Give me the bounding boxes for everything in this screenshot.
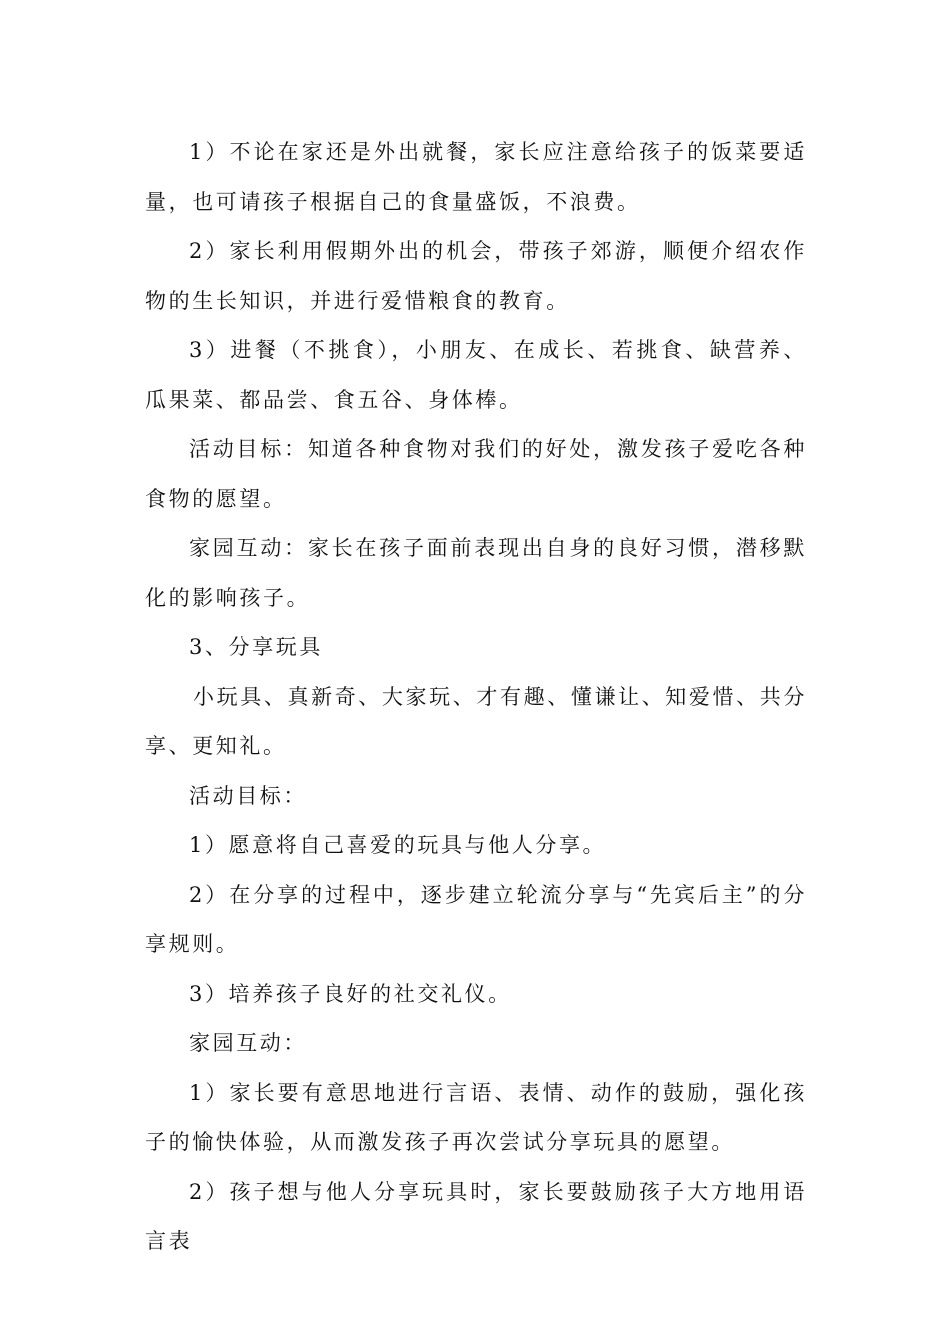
paragraph-14: 2）孩子想与他人分享玩具时，家长要鼓励孩子大方地用语言表 — [145, 1179, 807, 1253]
section-heading: 3、分享玩具 — [189, 635, 323, 659]
paragraph-9: 1）愿意将自己喜爱的玩具与他人分享。 — [189, 833, 607, 857]
paragraph-1: 1）不论在家还是外出就餐，家长应注意给孩子的饭菜要适量，也可请孩子根据自己的食量盛饭，不浪费。 — [145, 140, 807, 214]
paragraph-4: 活动目标：知道各种食物对我们的好处，激发孩子爱吃各种食物的愿望。 — [145, 437, 807, 511]
paragraph-2: 2）家长利用假期外出的机会，带孩子郊游，顺便介绍农作物的生长知识，并进行爱惜粮食的教育。 — [145, 239, 807, 313]
paragraph-7: 小玩具、真新奇、大家玩、才有趣、懂谦让、知爱惜、共分享、更知礼。 — [145, 684, 807, 758]
paragraph-11: 3）培养孩子良好的社交礼仪。 — [189, 981, 512, 1006]
paragraph-5: 家园互动：家长在孩子面前表现出自身的良好习惯，潜移默化的影响孩子。 — [145, 536, 807, 610]
paragraph-13: 1）家长要有意思地进行言语、表情、动作的鼓励，强化孩子的愉快体验，从而激发孩子再次尝试分享玩具的愿望。 — [145, 1080, 807, 1154]
paragraph-10: 2）在分享的过程中，逐步建立轮流分享与“先宾后主”的分享规则。 — [145, 882, 807, 956]
paragraph-3: 3）进餐（不挑食），小朋友、在成长、若挑食、缺营养、瓜果菜、都品尝、食五谷、身体棒。 — [145, 338, 807, 412]
document-body — [145, 128, 807, 1267]
paragraph-12: 家园互动： — [189, 1031, 307, 1055]
paragraph-8: 活动目标： — [189, 783, 307, 808]
